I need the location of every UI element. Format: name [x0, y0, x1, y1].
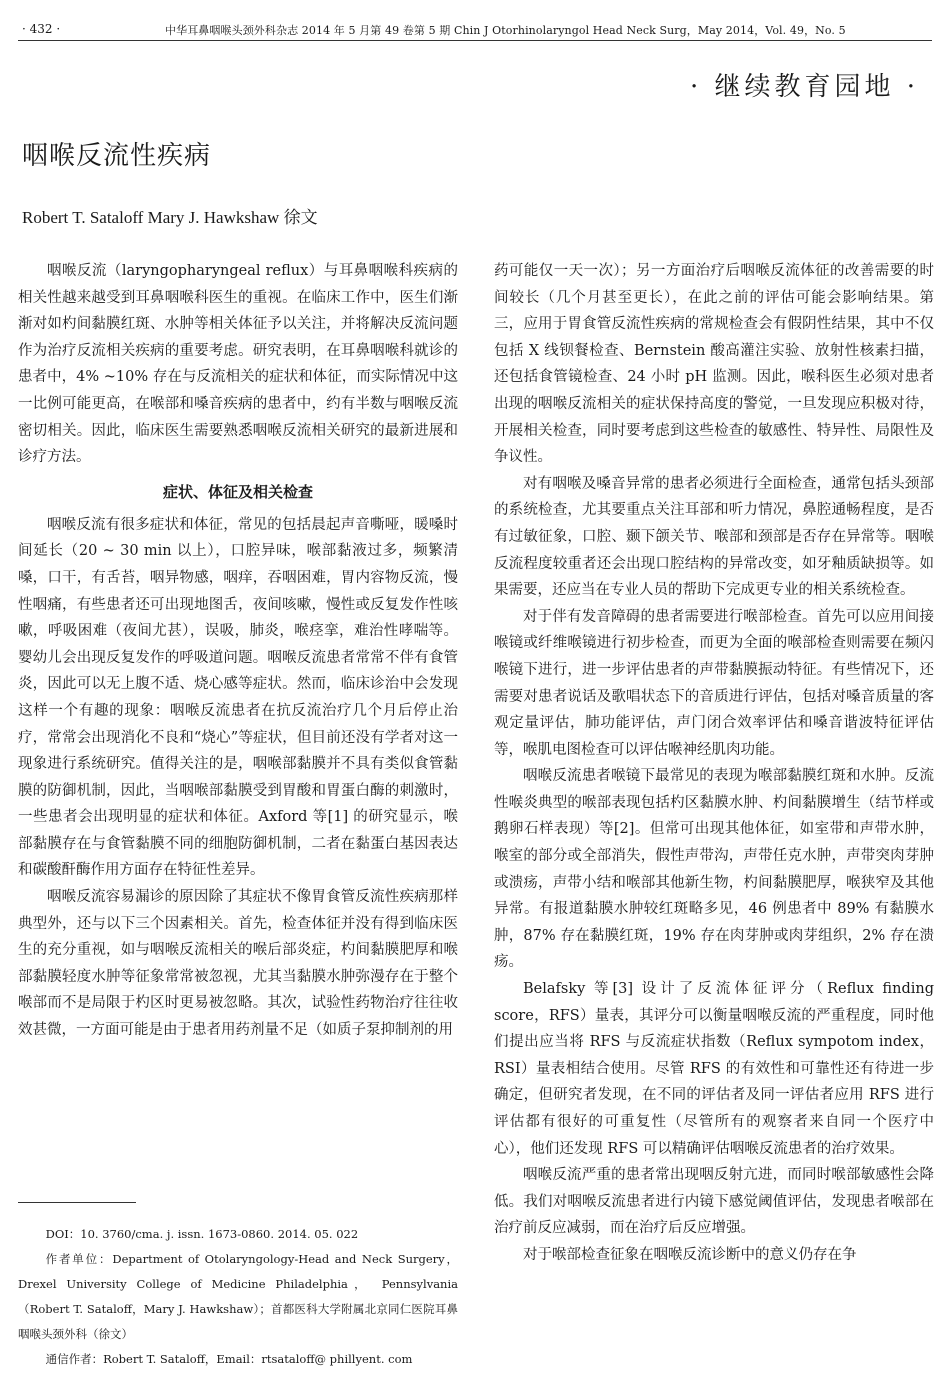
article-title: 咽喉反流性疾病 — [22, 141, 212, 171]
body-paragraph: 药可能仅一天一次）；另一方面治疗后咽喉反流体征的改善需要的时间较长（几个月甚至更长），在此之前的评估可能会影响结果。第三，应用于胃食管反流性疾病的常规检查会有假阴性结果，其中不仅包括 X 线钡餐检查、Bernstein 酸高灌注实验、放射性核素扫描，还包括食管镜检查、24 小时 pH 监测。因此，喉科医生必须对患者出现的咽喉反流相关的症状保持高度的警觉，一旦发现应积极对待，开展相关检查，同时要考虑到这些检查的敏感性、特异性、局限性及争议性。 — [494, 263, 934, 466]
body-paragraph: 咽喉反流严重的患者常出现咽反射亢进，而同时喉部敏感性会降低。我们对咽喉反流患者进行内镜下感觉阈值评估，发现患者喉部在治疗前反应减弱，而在治疗后反应增强。 — [494, 1167, 934, 1237]
affiliation-note: 作者单位：Department of Otolaryngology-Head and Neck Surgery，Drexel University College of Medicine Philadelphia， Pennsylvania（Robert T. Sataloff，Mary J. Hawkshaw）；首都医科大学附属北京同仁医院耳鼻咽喉头颈外科（徐文） — [18, 1252, 458, 1341]
footnote-rule — [18, 1202, 136, 1203]
body-paragraph: 咽喉反流有很多症状和体征，常见的包括晨起声音嘶哑，暖嗓时间延长（20 ~ 30 min 以上），口腔异味，喉部黏液过多，频繁清嗓，口干，有舌苔，咽异物感，咽痒，吞咽困难，胃内容物反流，慢性咽痛，有些患者还可出现地图舌，夜间咳嗽，慢性或反复发作性咳嗽，呼吸困难（夜间尤甚），误吸，肺炎，喉痉挛，难治性哮喘等。婴幼儿会出现反复发作的呼吸道问题。咽喉反流患者常常不伴有食管炎，因此可以无上腹不适、烧心感等症状。然而，临床诊治中会发现这样一个有趣的现象：咽喉反流患者在抗反流治疗几个月后停止治疗，常常会出现消化不良和“烧心”等症状，但目前还没有学者对这一现象进行系统研究。值得关注的是，咽喉部黏膜并不具有类似食管黏膜的防御机制，因此，当咽喉部黏膜受到胃酸和胃蛋白酶的刺激时，一些患者会出现明显的症状和体征。Axford 等[1] 的研究显示，喉部黏膜存在与食管黏膜不同的细胞防御机制，二者在黏蛋白基因表达和碳酸酐酶作用方面存在特征性差异。 — [18, 516, 458, 879]
body-paragraph: 咽喉反流容易漏诊的原因除了其症状不像胃食管反流性疾病那样典型外，还与以下三个因素相关。首先，检查体征并没有得到临床医生的充分重视，如与咽喉反流相关的喉后部炎症，杓间黏膜肥厚和喉部黏膜轻度水肿等征象常常被忽视，尤其当黏膜水肿弥漫存在于整个喉部而不是局限于杓区时更易被忽略。其次，试验性药物治疗往往收效甚微，一方面可能是由于患者用药剂量不足（如质子泵抑制剂的用 — [18, 889, 458, 1039]
left-column — [18, 258, 458, 1044]
body-paragraph: 对有咽喉及嗓音异常的患者必须进行全面检查，通常包括头颈部的系统检查，尤其要重点关注耳部和听力情况，鼻腔通畅程度，是否有过敏征象，口腔、颞下颌关节、喉部和颈部是否存在异常等。咽喉反流程度较重者还会出现口腔结构的异常改变，如牙釉质缺损等。如果需要，还应当在专业人员的帮助下完成更专业的相关系统检查。 — [494, 475, 934, 599]
body-paragraph: 对于伴有发音障碍的患者需要进行喉部检查。首先可以应用间接喉镜或纤维喉镜进行初步检查，而更为全面的喉部检查则需要在频闪喉镜下进行，进一步评估患者的声带黏膜振动特征。有些情况下，还需要对患者说话及歌唱状态下的音质进行评估，包括对嗓音质量的客观定量评估，肺功能评估，声门闭合效率评估和嗓音谐波特征评估等，喉肌电图检查可以评估喉神经肌肉功能。 — [494, 608, 934, 758]
body-paragraph: 对于喉部检查征象在咽喉反流诊断中的意义仍存在争 — [523, 1246, 857, 1263]
page-header — [0, 0, 950, 40]
body-paragraph: Belafsky 等[3] 设计了反流体征评分（Reflux finding score，RFS）量表，其评分可以衡量咽喉反流的严重程度，同时他们提出应当将 RFS 与反流症状指数（Reflux sympotom index，RSI）量表相结合使用。尽管 RFS 的有效性和可靠性还有待进一步确定，但研究者发现，在不同的评估者及同一评估者应用 RFS 进行评估都有很好的可重复性（尽管所有的观察者来自同一个医疗中心），他们还发现 RFS 可以精确评估咽喉反流患者的治疗效果。 — [494, 981, 934, 1157]
section-heading: 症状、体征及相关检查 — [162, 482, 313, 501]
section-tag: · 继续教育园地 · — [690, 72, 920, 102]
header-rule — [18, 40, 932, 41]
doi-line: DOI：10. 3760/cma. j. issn. 1673-0860. 2014. 05. 022 — [45, 1227, 359, 1241]
correspondence-note: 通信作者：Robert T. Sataloff，Email：rtsataloff@ phillyent. com — [45, 1352, 413, 1366]
journal-citation-line: 中华耳鼻咽喉头颈外科杂志 2014 年 5 月第 49 卷第 5 期 Chin J Otorhinolaryngol Head Neck Surg，May 2014，Vol. 49，No. 5 — [165, 24, 846, 37]
author-list: Robert T. Sataloff Mary J. Hawkshaw 徐文 — [22, 208, 318, 227]
body-paragraph: 咽喉反流（laryngopharyngeal reflux）与耳鼻咽喉科疾病的相关性越来越受到耳鼻咽喉科医生的重视。在临床工作中，医生们渐渐对如杓间黏膜红斑、水肿等相关体征予以关注，并将解决反流问题作为治疗反流相关疾病的重要考虑。研究表明，在耳鼻咽喉科就诊的患者中，4% ~10% 存在与反流相关的症状和体征，而实际情况中这一比例可能更高，在喉部和嗓音疾病的患者中，约有半数与咽喉反流密切相关。因此，临床医生需要熟悉咽喉反流相关研究的最新进展和诊疗方法。 — [18, 263, 458, 466]
right-column — [494, 258, 934, 1269]
footnotes — [18, 1222, 458, 1372]
page-number: · 432 · — [22, 22, 61, 36]
body-paragraph: 咽喉反流患者喉镜下最常见的表现为喉部黏膜红斑和水肿。反流性喉炎典型的喉部表现包括杓区黏膜水肿、杓间黏膜增生（结节样或鹅卵石样表现）等[2]。但常可出现其他体征，如室带和声带水肿，喉室的部分或全部消失，假性声带沟，声带任克水肿，声带突肉芽肿或溃疡，声带小结和喉部其他新生物，杓间黏膜肥厚，喉狭窄及其他异常。有报道黏膜水肿较红斑略多见，46 例患者中 89% 有黏膜水肿，87% 存在黏膜红斑，19% 存在肉芽肿或肉芽组织，2% 存在溃疡。 — [494, 768, 934, 971]
